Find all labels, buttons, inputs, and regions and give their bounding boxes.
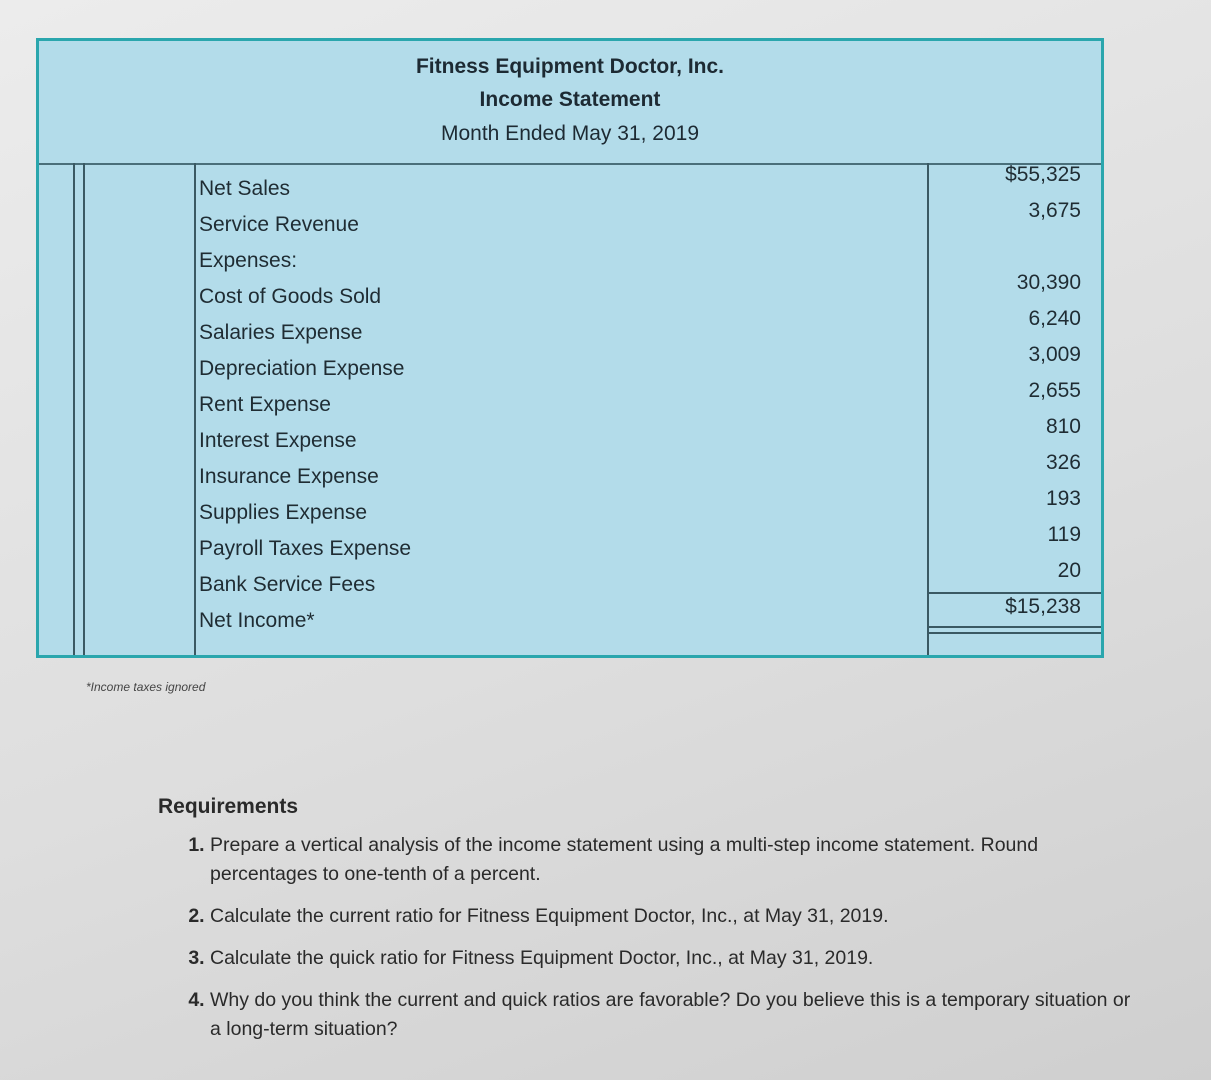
column-rule [73, 163, 75, 655]
row-amount-salaries-expense: 6,240 [1028, 307, 1081, 330]
requirement-item: 3. Calculate the quick ratio for Fitness Equipment Doctor, Inc., at May 31, 2019. [210, 944, 1138, 973]
row-amount-net-income: $15,238 [1005, 595, 1081, 618]
row-amount-net-sales: $55,325 [1005, 163, 1081, 186]
row-amount-supplies-expense: 193 [1045, 487, 1081, 510]
row-label-cost-of-goods-sold: Cost of Goods Sold [199, 285, 382, 308]
total-rule [927, 592, 1101, 594]
row-label-depreciation-expense: Depreciation Expense [199, 357, 405, 380]
row-label-payroll-taxes-expense: Payroll Taxes Expense [199, 537, 412, 560]
row-amount-depreciation-expense: 3,009 [1028, 343, 1081, 366]
column-rule [83, 163, 85, 655]
row-amount-service-revenue: 3,675 [1028, 199, 1081, 222]
requirements-list [158, 831, 1138, 1044]
row-label-insurance-expense: Insurance Expense [199, 465, 379, 488]
row-amount-interest-expense: 810 [1045, 415, 1081, 438]
requirements-title: Requirements [158, 795, 299, 818]
requirement-item: 1. Prepare a vertical analysis of the income statement using a multi-step income statement. Round percentages to one-tenth of a percent. [210, 831, 1138, 889]
row-label-rent-expense: Rent Expense [199, 393, 331, 416]
row-label-expenses: Expenses: [199, 249, 298, 272]
row-amount-bank-service-fees: 20 [1057, 559, 1081, 582]
income-statement-table [36, 38, 1104, 658]
double-rule-bottom [927, 632, 1101, 634]
statement-header [39, 41, 1101, 165]
requirement-item: 4. Why do you think the current and quick ratios are favorable? Do you believe this is a temporary situation or a long-term situation? [210, 986, 1138, 1044]
row-label-net-sales: Net Sales [199, 177, 291, 200]
row-amount-cost-of-goods-sold: 30,390 [1016, 271, 1081, 294]
company-name: Fitness Equipment Doctor, Inc. [415, 55, 725, 78]
requirements-section [158, 795, 1138, 1057]
row-amount-payroll-taxes-expense: 119 [1047, 523, 1081, 546]
row-amount-insurance-expense: 326 [1045, 451, 1081, 474]
column-rule [194, 163, 196, 655]
row-label-salaries-expense: Salaries Expense [199, 321, 363, 344]
statement-title: Income Statement [479, 88, 661, 111]
row-label-net-income: Net Income* [199, 609, 315, 632]
footnote: *Income taxes ignored [86, 680, 206, 694]
column-rule [927, 163, 929, 655]
row-label-interest-expense: Interest Expense [199, 429, 357, 452]
double-rule-top [927, 626, 1101, 628]
requirement-item: 2. Calculate the current ratio for Fitness Equipment Doctor, Inc., at May 31, 2019. [210, 902, 1138, 931]
statement-period: Month Ended May 31, 2019 [440, 122, 699, 145]
row-amount-rent-expense: 2,655 [1028, 379, 1081, 402]
row-label-supplies-expense: Supplies Expense [199, 501, 368, 524]
row-label-service-revenue: Service Revenue [199, 213, 359, 236]
row-label-bank-service-fees: Bank Service Fees [199, 573, 376, 596]
